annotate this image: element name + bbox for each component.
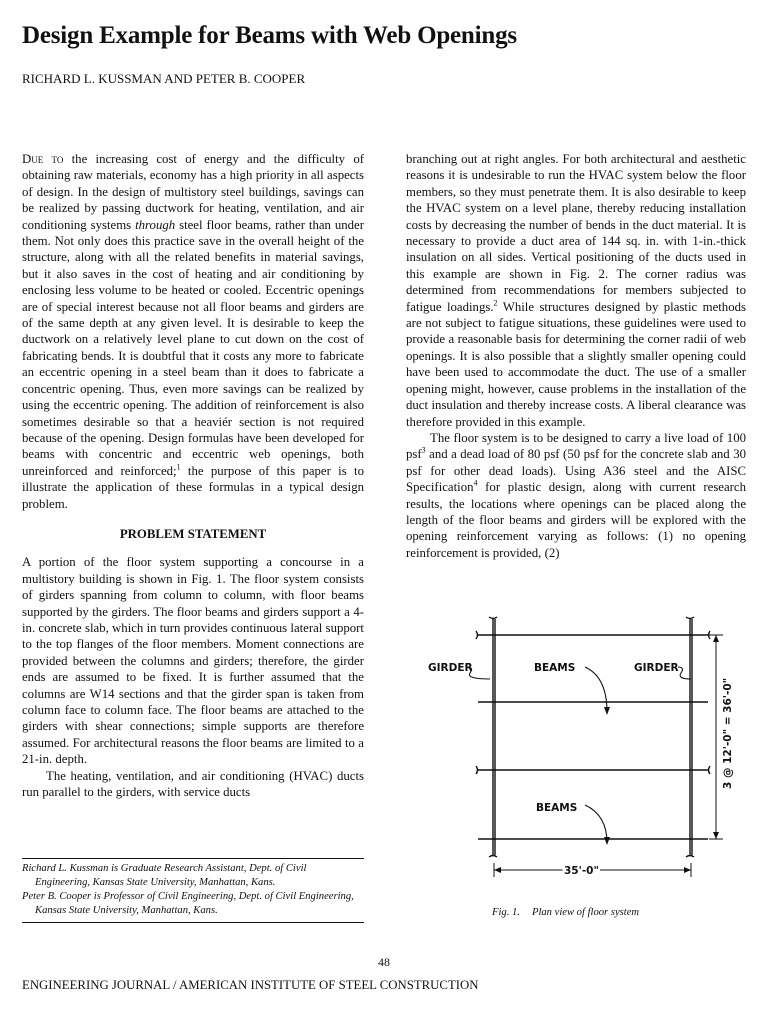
caption-text: Plan view of floor system xyxy=(531,907,640,918)
continued-text-1: branching out at right angles. For both architectural and aesthetic reasons it is undesirable to run the HVAC system below the floor members, so they must penetrate them. It is also desirable to keep the HVAC system on a level plane, thereby reducing installation costs by decreasing the number of bends in the duct material. It is necessary to provide a duct area of 144 sq. in. with 1-in.-thick insulation on all sides. Vertical positioning of the ducts used in this example are shown in Fig. 2. The corner radius was determined from recommendations for members subjected to fatigue loadings. xyxy=(406,152,746,314)
ref-3: 3 xyxy=(421,446,426,456)
authors: RICHARD L. KUSSMAN AND PETER B. COOPER xyxy=(22,71,306,86)
author-footnotes xyxy=(22,858,364,923)
page-number: 48 xyxy=(378,955,390,969)
beams-bottom-label: BEAMS xyxy=(536,802,578,814)
beams-bottom-leader xyxy=(585,805,607,843)
footnote-kussman: Richard L. Kussman is Graduate Research Assistant, Dept. of Civil Engineering, Kansas State University, Manhattan, Kans. xyxy=(22,863,307,888)
dropcap-text: Due to xyxy=(22,152,64,166)
figure-caption xyxy=(492,907,639,918)
problem-paragraph: A portion of the floor system supporting a concourse in a multistory building is shown in Fig. 1. The floor system consists of girders spanning from column to column, with floor beams supported by the girders. The floor beams and girders support a 4-in. concrete slab, which in turn provides continuous lateral support to the top flanges of the floor members. Moment connections are provided between the columns and girders; therefore, the girder ends are assumed to be fixed. It is further assumed that the columns are W14 sections and that the girder span is taken from column face to column face. The floor beams are attached to the girders with shear connections; simple supports are therefore assumed. For architectural reasons the floor beams are limited to a 21-in. depth. xyxy=(22,555,364,767)
loads-text-1: The floor system is to be designed to carry a live load of 100 psf xyxy=(406,430,746,462)
journal-footer: ENGINEERING JOURNAL / AMERICAN INSTITUTE OF STEEL CONSTRUCTION xyxy=(22,978,479,992)
ref-4: 4 xyxy=(473,478,478,488)
intro-text-1: the increasing cost of energy and the difficulty of obtaining raw materials, economy has a high priority in all aspects of design. In the design of multistory steel buildings, savings can be realized by passing ductwork for heating, ventilation, and air conditioning systems xyxy=(22,152,364,232)
loads-paragraph xyxy=(406,430,746,561)
beams-top-label: BEAMS xyxy=(534,662,576,674)
beams-top-leader xyxy=(585,667,607,712)
hvac-paragraph: The heating, ventilation, and air conditioning (HVAC) ducts run parallel to the girders, with service ducts xyxy=(22,768,364,800)
right-column xyxy=(406,151,746,561)
floor-plan-drawing xyxy=(420,607,740,897)
loads-text-2: and a dead load of 80 psf (50 psf for the concrete slab and 30 psf for other dead loads). Using A36 steel and the AISC Specification xyxy=(406,447,746,495)
caption-number: Fig. 1. xyxy=(492,907,520,918)
girder-left-label: GIRDER xyxy=(428,662,473,674)
footnote-cooper: Peter B. Cooper is Professor of Civil Engineering, Dept. of Civil Engineering, Kansas State University, Manhattan, Kans. xyxy=(22,891,354,916)
section-heading: PROBLEM STATEMENT xyxy=(119,526,267,541)
height-label: 3 @ 12'-0" = 36'-0" xyxy=(722,677,734,789)
ref-2: 2 xyxy=(493,298,498,308)
left-column xyxy=(22,151,364,800)
span-label: 35'-0" xyxy=(564,865,599,877)
article-title: Design Example for Beams with Web Openings xyxy=(22,22,517,49)
girder-right-label: GIRDER xyxy=(634,662,679,674)
continued-text-2: While structures designed by plastic methods are not subject to fatigue situations, these guidelines were used to provide a reasonable basis for determining the corner radii of web openings. It is also possible that a slightly smaller opening could have been used to accommodate the duct. The use of a smaller opening might, however, cause problems in the installation of the duct insulation and thereby increase costs. A liberal clearance was therefore provided in this example. xyxy=(406,299,746,429)
floor-plan-figure xyxy=(420,607,740,897)
intro-text-3: the purpose of this paper is to illustrate the application of these formulas in a typical design problem. xyxy=(22,463,364,511)
intro-paragraph xyxy=(22,151,364,512)
intro-text-2: steel floor beams, rather than under them. Not only does this practice save in the overall height of the structure, along with all the related benefits in material savings, but it also saves in the cost of heating and air conditioning by enclosing less volume to be heated or cooled. Eccentric openings are of special interest because not all floor beams and girders are of the same depth at any given level. It is desirable to keep the ductwork on a relatively level plane to cut down on the cost of fabricating bends. It is doubtful that it costs any more to fabricate an eccentric opening in a steel beam than it does to fabricate a concentric opening. Thus, even more savings can be realized by using the eccentric opening. The addition of reinforcement is also sometimes desirable so that a heaviér section is not required because of the opening. Design formulas have been developed for beams with concentric and eccentric web openings, both unreinforced and reinforced; xyxy=(22,217,364,478)
intro-emphasis: through xyxy=(135,217,176,232)
continued-paragraph xyxy=(406,151,746,430)
ref-1: 1 xyxy=(176,462,181,472)
loads-text-3: for plastic design, along with current research results, the locations where openings can be placed along the length of the floor beams and girders will be explored with the opening reinforcement varying as follows: (1) no opening reinforcement is provided, (2) xyxy=(406,480,746,560)
